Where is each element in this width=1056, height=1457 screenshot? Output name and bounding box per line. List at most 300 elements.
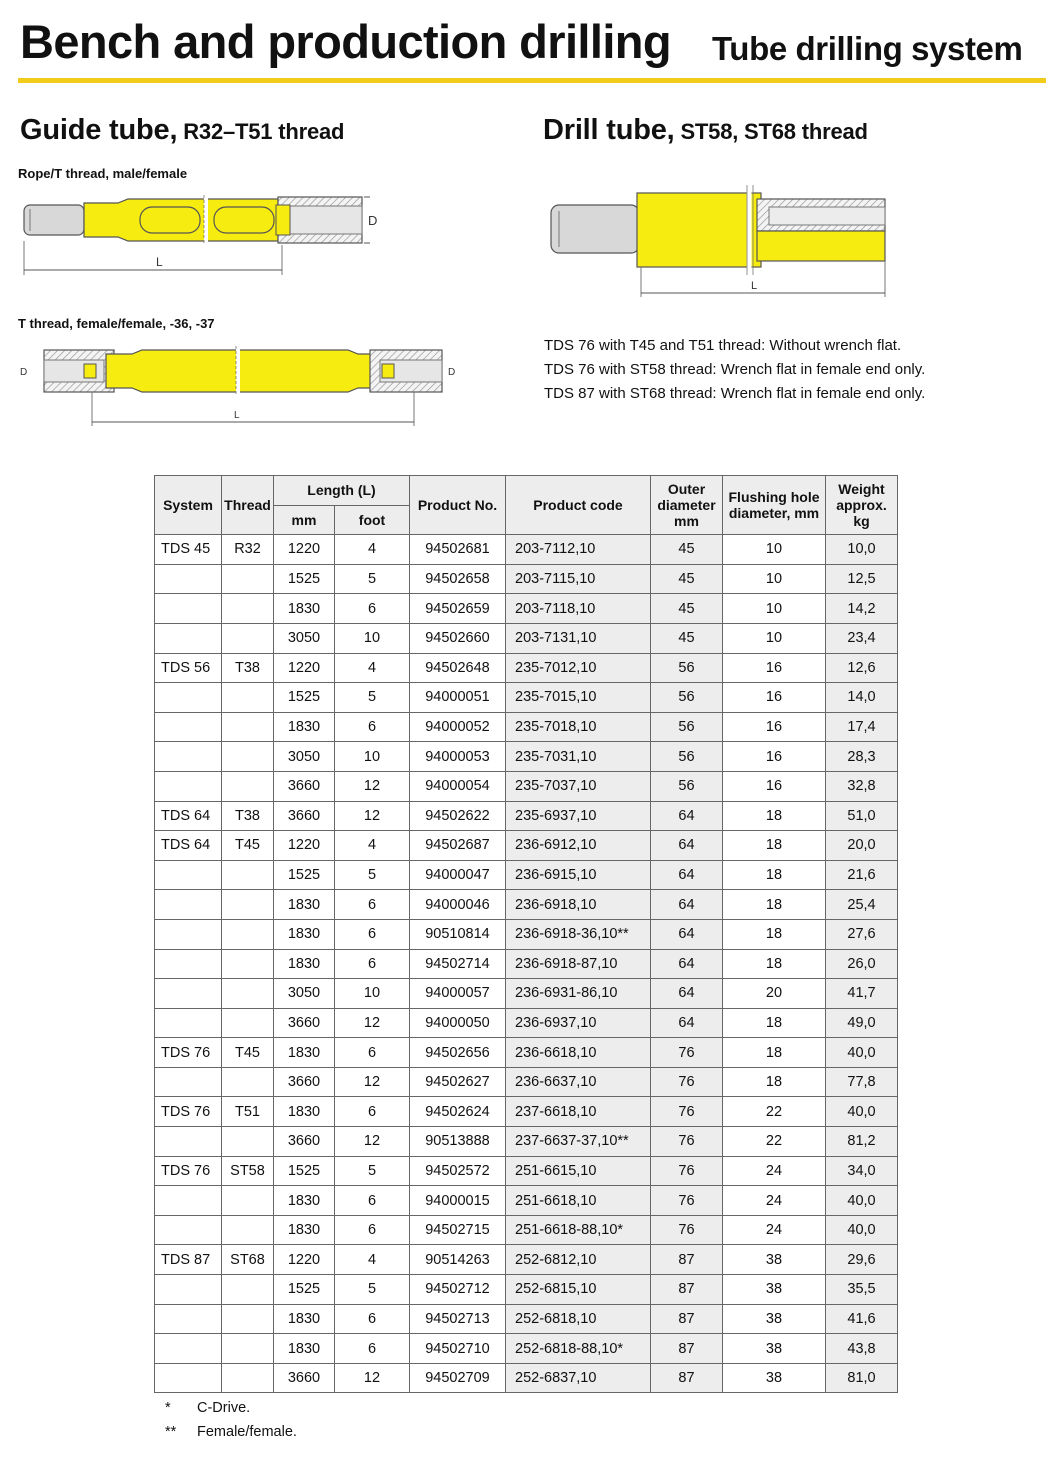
cell-system [155, 1363, 222, 1393]
cell-product-no: 90514263 [410, 1245, 506, 1275]
cell-outer-diameter: 76 [651, 1038, 723, 1068]
cell-flushing-hole: 38 [723, 1363, 826, 1393]
cell-product-no: 94502715 [410, 1215, 506, 1245]
table-body [155, 535, 898, 1393]
cell-product-code: 236-6915,10 [506, 860, 651, 890]
table-row [155, 712, 898, 742]
table-row [155, 1334, 898, 1364]
cell-product-no: 94502658 [410, 564, 506, 594]
cell-outer-diameter: 56 [651, 712, 723, 742]
cell-outer-diameter: 87 [651, 1245, 723, 1275]
cell-flushing-hole: 24 [723, 1215, 826, 1245]
cell-thread [222, 712, 274, 742]
cell-flushing-hole: 18 [723, 919, 826, 949]
cell-length-mm: 1830 [274, 1334, 335, 1364]
cell-weight: 12,5 [826, 564, 898, 594]
cell-weight: 21,6 [826, 860, 898, 890]
cell-thread [222, 623, 274, 653]
cell-product-code: 236-6918,10 [506, 890, 651, 920]
cell-product-no: 94502660 [410, 623, 506, 653]
cell-product-no: 94502712 [410, 1275, 506, 1305]
cell-weight: 17,4 [826, 712, 898, 742]
col-header-length: Length (L) [274, 476, 410, 506]
cell-flushing-hole: 16 [723, 771, 826, 801]
cell-outer-diameter: 87 [651, 1275, 723, 1305]
cell-length-foot: 4 [335, 653, 410, 683]
cell-weight: 10,0 [826, 535, 898, 565]
cell-system [155, 1067, 222, 1097]
cell-thread [222, 860, 274, 890]
cell-product-no: 94000051 [410, 683, 506, 713]
cell-flushing-hole: 38 [723, 1245, 826, 1275]
cell-length-foot: 12 [335, 1363, 410, 1393]
cell-product-code: 252-6818,10 [506, 1304, 651, 1334]
note-line: TDS 76 with T45 and T51 thread: Without wrench flat. [544, 337, 902, 354]
cell-thread [222, 1275, 274, 1305]
cell-system [155, 712, 222, 742]
cell-product-no: 94000057 [410, 979, 506, 1009]
cell-thread: T51 [222, 1097, 274, 1127]
cell-thread: T38 [222, 653, 274, 683]
cell-length-foot: 10 [335, 742, 410, 772]
cell-outer-diameter: 64 [651, 831, 723, 861]
cell-flushing-hole: 24 [723, 1186, 826, 1216]
cell-weight: 40,0 [826, 1215, 898, 1245]
cell-length-foot: 10 [335, 623, 410, 653]
cell-length-foot: 6 [335, 1304, 410, 1334]
table-row [155, 1038, 898, 1068]
note-line: TDS 76 with ST58 thread: Wrench flat in female end only. [544, 361, 926, 378]
table-row [155, 949, 898, 979]
cell-thread [222, 1067, 274, 1097]
cell-weight: 14,0 [826, 683, 898, 713]
page-subtitle: Tube drilling system [712, 30, 1023, 67]
cell-thread [222, 564, 274, 594]
cell-length-mm: 1220 [274, 535, 335, 565]
cell-length-mm: 3050 [274, 623, 335, 653]
table-row [155, 653, 898, 683]
cell-weight: 32,8 [826, 771, 898, 801]
cell-flushing-hole: 18 [723, 860, 826, 890]
cell-product-no: 94502659 [410, 594, 506, 624]
cell-product-code: 252-6818-88,10* [506, 1334, 651, 1364]
cell-outer-diameter: 76 [651, 1156, 723, 1186]
table-row [155, 623, 898, 653]
table-row [155, 1275, 898, 1305]
cell-product-no: 94000015 [410, 1186, 506, 1216]
col-header-thread: Thread [222, 476, 274, 535]
cell-weight: 40,0 [826, 1097, 898, 1127]
cell-system [155, 979, 222, 1009]
cell-thread: ST58 [222, 1156, 274, 1186]
drill-tube-title: Drill tube, ST58, ST68 thread [543, 114, 868, 146]
cell-length-foot: 12 [335, 1067, 410, 1097]
svg-text:D: D [20, 367, 28, 378]
cell-product-code: 252-6837,10 [506, 1363, 651, 1393]
cell-weight: 43,8 [826, 1334, 898, 1364]
cell-product-code: 236-6918-87,10 [506, 949, 651, 979]
cell-product-no: 94502656 [410, 1038, 506, 1068]
cell-length-mm: 1830 [274, 890, 335, 920]
cell-weight: 49,0 [826, 1008, 898, 1038]
table-row [155, 979, 898, 1009]
cell-length-mm: 3660 [274, 771, 335, 801]
cell-weight: 77,8 [826, 1067, 898, 1097]
guide-tube-title: Guide tube, R32–T51 thread [20, 114, 345, 146]
cell-thread [222, 919, 274, 949]
cell-product-no: 94502709 [410, 1363, 506, 1393]
cell-length-mm: 3660 [274, 1363, 335, 1393]
cell-outer-diameter: 64 [651, 949, 723, 979]
header-rule [18, 78, 1046, 83]
note-line: TDS 87 with ST68 thread: Wrench flat in female end only. [544, 385, 926, 402]
table-row [155, 1156, 898, 1186]
table-row [155, 1215, 898, 1245]
cell-length-foot: 6 [335, 594, 410, 624]
col-header-weight: Weight approx. kg [826, 476, 898, 535]
cell-length-foot: 12 [335, 1127, 410, 1157]
cell-product-code: 235-6937,10 [506, 801, 651, 831]
table-row [155, 801, 898, 831]
table-row [155, 1097, 898, 1127]
cell-length-mm: 1220 [274, 831, 335, 861]
cell-length-foot: 4 [335, 1245, 410, 1275]
cell-system [155, 564, 222, 594]
cell-product-no: 90510814 [410, 919, 506, 949]
cell-product-no: 94502624 [410, 1097, 506, 1127]
cell-product-no: 94502710 [410, 1334, 506, 1364]
cell-thread: T45 [222, 831, 274, 861]
cell-product-code: 236-6912,10 [506, 831, 651, 861]
cell-weight: 81,2 [826, 1127, 898, 1157]
cell-outer-diameter: 64 [651, 801, 723, 831]
footnote-c-drive: * C-Drive. [165, 1400, 251, 1416]
cell-thread [222, 742, 274, 772]
footnote-female-female: ** Female/female. [165, 1424, 297, 1440]
svg-text:L: L [156, 255, 163, 269]
cell-flushing-hole: 16 [723, 683, 826, 713]
cell-product-code: 251-6618-88,10* [506, 1215, 651, 1245]
cell-flushing-hole: 10 [723, 564, 826, 594]
cell-thread [222, 979, 274, 1009]
cell-system [155, 1008, 222, 1038]
cell-weight: 34,0 [826, 1156, 898, 1186]
cell-length-mm: 3660 [274, 1067, 335, 1097]
cell-system [155, 1275, 222, 1305]
cell-flushing-hole: 16 [723, 653, 826, 683]
cell-outer-diameter: 45 [651, 594, 723, 624]
table-row [155, 535, 898, 565]
cell-flushing-hole: 38 [723, 1304, 826, 1334]
cell-flushing-hole: 18 [723, 949, 826, 979]
cell-length-foot: 12 [335, 801, 410, 831]
cell-weight: 51,0 [826, 801, 898, 831]
cell-system: TDS 45 [155, 535, 222, 565]
cell-product-code: 235-7018,10 [506, 712, 651, 742]
cell-weight: 40,0 [826, 1038, 898, 1068]
cell-product-code: 203-7112,10 [506, 535, 651, 565]
cell-product-code: 251-6615,10 [506, 1156, 651, 1186]
table-row [155, 860, 898, 890]
cell-flushing-hole: 16 [723, 742, 826, 772]
cell-product-no: 94502681 [410, 535, 506, 565]
cell-thread [222, 1186, 274, 1216]
cell-product-no: 94000054 [410, 771, 506, 801]
cell-system: TDS 87 [155, 1245, 222, 1275]
col-header-mm: mm [274, 505, 335, 535]
cell-product-code: 237-6618,10 [506, 1097, 651, 1127]
cell-length-mm: 3050 [274, 742, 335, 772]
cell-product-no: 94000046 [410, 890, 506, 920]
cell-weight: 41,7 [826, 979, 898, 1009]
cell-system [155, 742, 222, 772]
cell-product-no: 94502648 [410, 653, 506, 683]
cell-outer-diameter: 64 [651, 1008, 723, 1038]
cell-length-foot: 12 [335, 771, 410, 801]
table-row [155, 1304, 898, 1334]
cell-weight: 12,6 [826, 653, 898, 683]
table-row [155, 683, 898, 713]
cell-product-no: 90513888 [410, 1127, 506, 1157]
cell-system [155, 860, 222, 890]
cell-outer-diameter: 64 [651, 979, 723, 1009]
cell-thread: T38 [222, 801, 274, 831]
cell-length-mm: 3660 [274, 1127, 335, 1157]
cell-length-foot: 6 [335, 890, 410, 920]
cell-system: TDS 64 [155, 801, 222, 831]
cell-length-foot: 10 [335, 979, 410, 1009]
caption-male-female: Rope/T thread, male/female [18, 166, 188, 181]
cell-outer-diameter: 45 [651, 564, 723, 594]
cell-product-no: 94000053 [410, 742, 506, 772]
cell-length-mm: 1830 [274, 1215, 335, 1245]
cell-weight: 20,0 [826, 831, 898, 861]
cell-system [155, 1186, 222, 1216]
cell-length-foot: 5 [335, 683, 410, 713]
cell-length-mm: 3050 [274, 979, 335, 1009]
cell-length-foot: 6 [335, 949, 410, 979]
cell-weight: 41,6 [826, 1304, 898, 1334]
cell-product-code: 236-6937,10 [506, 1008, 651, 1038]
cell-weight: 28,3 [826, 742, 898, 772]
cell-weight: 27,6 [826, 919, 898, 949]
cell-length-foot: 6 [335, 1334, 410, 1364]
cell-product-code: 203-7118,10 [506, 594, 651, 624]
svg-text:L: L [751, 280, 758, 292]
cell-product-code: 251-6618,10 [506, 1186, 651, 1216]
cell-flushing-hole: 22 [723, 1097, 826, 1127]
cell-system [155, 1215, 222, 1245]
svg-text:L: L [234, 410, 240, 421]
cell-length-mm: 1525 [274, 683, 335, 713]
cell-outer-diameter: 64 [651, 919, 723, 949]
table-row [155, 1363, 898, 1393]
cell-system: TDS 76 [155, 1038, 222, 1068]
cell-length-foot: 5 [335, 860, 410, 890]
cell-product-code: 235-7031,10 [506, 742, 651, 772]
cell-outer-diameter: 76 [651, 1097, 723, 1127]
cell-system [155, 594, 222, 624]
cell-flushing-hole: 18 [723, 801, 826, 831]
guide-tube-male-female-drawing [18, 185, 388, 280]
cell-thread: ST68 [222, 1245, 274, 1275]
cell-length-mm: 1830 [274, 712, 335, 742]
cell-outer-diameter: 56 [651, 771, 723, 801]
cell-outer-diameter: 76 [651, 1215, 723, 1245]
cell-weight: 81,0 [826, 1363, 898, 1393]
table-row [155, 1245, 898, 1275]
cell-length-mm: 3660 [274, 1008, 335, 1038]
cell-weight: 26,0 [826, 949, 898, 979]
cell-product-code: 236-6931-86,10 [506, 979, 651, 1009]
cell-length-mm: 1220 [274, 1245, 335, 1275]
cell-thread [222, 949, 274, 979]
cell-system: TDS 76 [155, 1156, 222, 1186]
table-row [155, 919, 898, 949]
cell-flushing-hole: 20 [723, 979, 826, 1009]
cell-weight: 14,2 [826, 594, 898, 624]
cell-flushing-hole: 38 [723, 1334, 826, 1364]
cell-length-mm: 1525 [274, 1275, 335, 1305]
cell-length-foot: 5 [335, 1156, 410, 1186]
cell-product-code: 236-6637,10 [506, 1067, 651, 1097]
cell-weight: 23,4 [826, 623, 898, 653]
cell-outer-diameter: 87 [651, 1334, 723, 1364]
cell-thread [222, 1363, 274, 1393]
cell-flushing-hole: 18 [723, 1008, 826, 1038]
cell-product-no: 94502713 [410, 1304, 506, 1334]
cell-outer-diameter: 76 [651, 1067, 723, 1097]
cell-product-code: 252-6812,10 [506, 1245, 651, 1275]
cell-product-no: 94000047 [410, 860, 506, 890]
col-header-outer-diameter: Outer diameter mm [651, 476, 723, 535]
cell-product-no: 94502714 [410, 949, 506, 979]
cell-length-mm: 1830 [274, 919, 335, 949]
cell-weight: 40,0 [826, 1186, 898, 1216]
col-header-product-code: Product code [506, 476, 651, 535]
cell-length-foot: 6 [335, 712, 410, 742]
cell-flushing-hole: 18 [723, 1038, 826, 1068]
cell-thread [222, 890, 274, 920]
cell-weight: 25,4 [826, 890, 898, 920]
cell-thread [222, 683, 274, 713]
cell-flushing-hole: 18 [723, 890, 826, 920]
cell-system [155, 949, 222, 979]
cell-product-code: 235-7037,10 [506, 771, 651, 801]
cell-length-foot: 4 [335, 831, 410, 861]
cell-system: TDS 76 [155, 1097, 222, 1127]
cell-length-foot: 5 [335, 564, 410, 594]
cell-system [155, 623, 222, 653]
cell-system [155, 919, 222, 949]
cell-thread [222, 1008, 274, 1038]
table-row [155, 1067, 898, 1097]
cell-length-foot: 12 [335, 1008, 410, 1038]
cell-thread [222, 1334, 274, 1364]
cell-thread [222, 1127, 274, 1157]
cell-system [155, 1127, 222, 1157]
cell-length-mm: 1525 [274, 1156, 335, 1186]
cell-product-code: 236-6918-36,10** [506, 919, 651, 949]
cell-system [155, 1304, 222, 1334]
svg-text:D: D [448, 367, 456, 378]
cell-flushing-hole: 10 [723, 535, 826, 565]
col-header-flushing-hole: Flushing hole diameter, mm [723, 476, 826, 535]
cell-outer-diameter: 76 [651, 1186, 723, 1216]
col-header-foot: foot [335, 505, 410, 535]
cell-outer-diameter: 64 [651, 890, 723, 920]
cell-length-mm: 1830 [274, 1186, 335, 1216]
cell-length-foot: 6 [335, 919, 410, 949]
cell-product-no: 94502622 [410, 801, 506, 831]
drill-tube-notes [544, 334, 925, 406]
cell-thread [222, 1215, 274, 1245]
col-header-system: System [155, 476, 222, 535]
cell-length-mm: 1830 [274, 1304, 335, 1334]
cell-length-foot: 5 [335, 1275, 410, 1305]
table-row [155, 564, 898, 594]
cell-flushing-hole: 24 [723, 1156, 826, 1186]
cell-product-code: 236-6618,10 [506, 1038, 651, 1068]
cell-length-mm: 3660 [274, 801, 335, 831]
cell-system [155, 683, 222, 713]
cell-outer-diameter: 56 [651, 742, 723, 772]
cell-outer-diameter: 87 [651, 1304, 723, 1334]
cell-thread [222, 594, 274, 624]
cell-length-mm: 1830 [274, 1038, 335, 1068]
cell-system: TDS 56 [155, 653, 222, 683]
cell-thread: T45 [222, 1038, 274, 1068]
cell-product-code: 252-6815,10 [506, 1275, 651, 1305]
cell-outer-diameter: 87 [651, 1363, 723, 1393]
tube-spec-table [154, 475, 898, 1393]
cell-outer-diameter: 56 [651, 653, 723, 683]
cell-flushing-hole: 10 [723, 594, 826, 624]
caption-female-female: T thread, female/female, -36, -37 [18, 316, 215, 331]
page-title: Bench and production drilling [20, 15, 672, 68]
cell-length-mm: 1830 [274, 949, 335, 979]
cell-length-mm: 1830 [274, 1097, 335, 1127]
table-row [155, 1127, 898, 1157]
cell-weight: 29,6 [826, 1245, 898, 1275]
cell-length-mm: 1525 [274, 564, 335, 594]
cell-length-foot: 4 [335, 535, 410, 565]
cell-outer-diameter: 45 [651, 535, 723, 565]
cell-length-mm: 1830 [274, 594, 335, 624]
cell-flushing-hole: 38 [723, 1275, 826, 1305]
svg-text:D: D [368, 213, 378, 228]
cell-system [155, 1334, 222, 1364]
guide-tube-female-female-drawing [18, 340, 458, 430]
cell-flushing-hole: 16 [723, 712, 826, 742]
cell-system [155, 771, 222, 801]
table-row [155, 771, 898, 801]
cell-product-no: 94000052 [410, 712, 506, 742]
cell-outer-diameter: 64 [651, 860, 723, 890]
cell-flushing-hole: 22 [723, 1127, 826, 1157]
cell-outer-diameter: 76 [651, 1127, 723, 1157]
table-row [155, 1186, 898, 1216]
cell-product-code: 237-6637-37,10** [506, 1127, 651, 1157]
cell-product-code: 235-7015,10 [506, 683, 651, 713]
table-row [155, 831, 898, 861]
cell-length-foot: 6 [335, 1186, 410, 1216]
cell-system: TDS 64 [155, 831, 222, 861]
cell-thread: R32 [222, 535, 274, 565]
cell-length-foot: 6 [335, 1097, 410, 1127]
table-row [155, 742, 898, 772]
table-row [155, 594, 898, 624]
